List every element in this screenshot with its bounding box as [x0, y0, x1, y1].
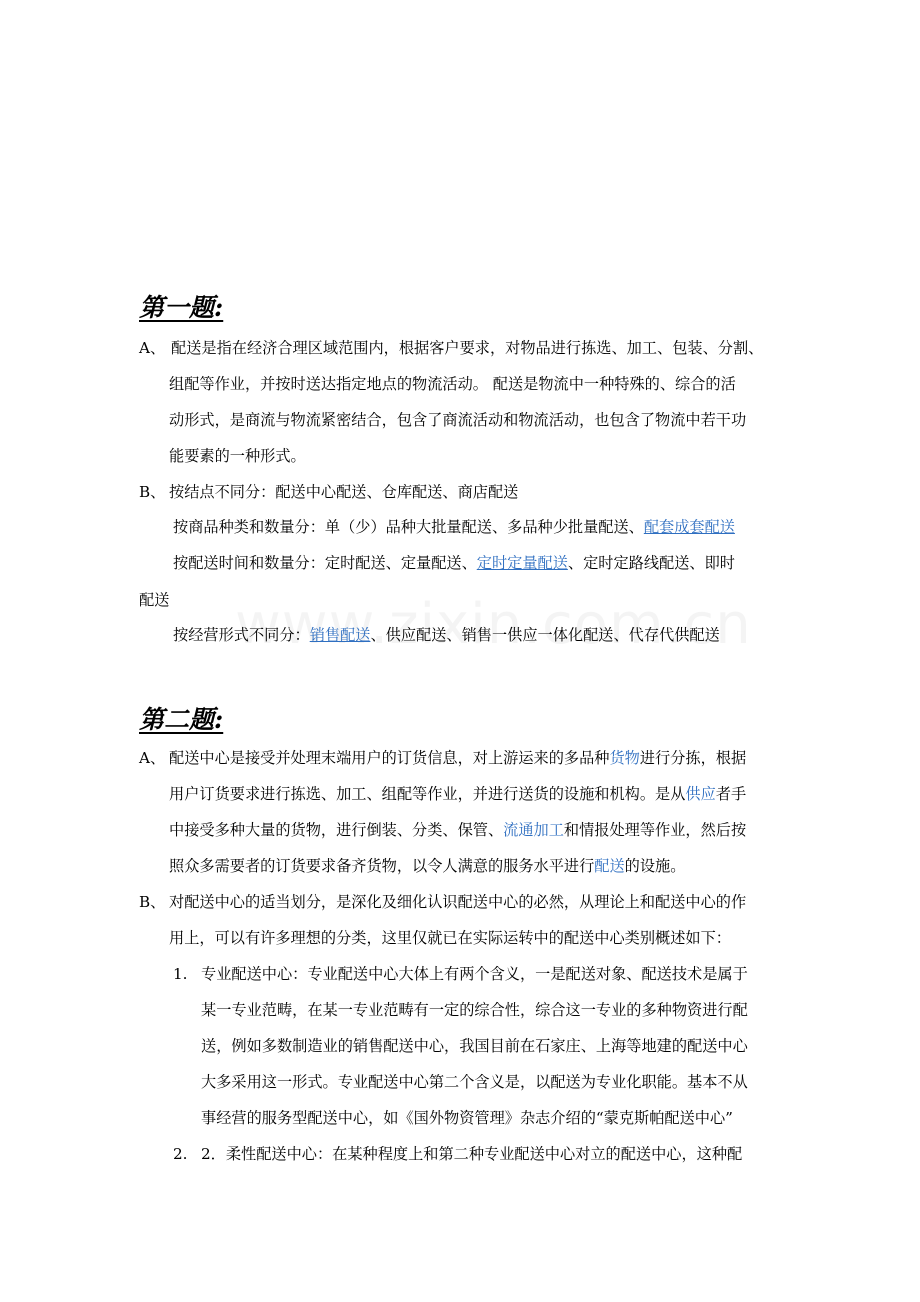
section2-a-line-4: [169, 856, 685, 876]
link-dingshi-dingliang-peisong[interactable]: 定时定量配送: [476, 554, 568, 572]
list-item-1-line-5: 事经营的服务型配送中心，如《国外物资管理》杂志介绍的“蒙克斯帕配送中心”: [201, 1109, 733, 1127]
list-item-1-line-1: 专业配送中心：专业配送中心大体上有两个含义，一是配送对象、配送技术是属于: [201, 965, 748, 983]
list-item-1-line-4: 大多采用这一形式。专业配送中心第二个含义是，以配送为专业化职能。基本不从: [201, 1073, 748, 1091]
section1-b-line-3-wrap: 配送: [139, 591, 170, 609]
section2-a-line-1-tail: 进行分拣，根据: [639, 749, 747, 767]
section2-a-line-3-text: 中接受多种大量的货物，进行倒装、分类、保管、: [169, 821, 504, 839]
section1-b-line-2: [173, 517, 735, 537]
section1-b-line-4-tail: 、供应配送、销售一供应一体化配送、代存代供配送: [370, 626, 720, 644]
section1-heading: 第一题:: [139, 293, 224, 322]
list-item-2-line-1: 2．柔性配送中心：在某种程度上和第二种专业配送中心对立的配送中心，这种配: [201, 1145, 743, 1163]
link-xiaoshou-peisong[interactable]: 销售配送: [309, 626, 371, 644]
section1-a-line-1: 配送是指在经济合理区域范围内，根据客户要求，对物品进行拣选、加工、包装、分割、: [171, 339, 764, 357]
section2-a-line-3-tail: 和情报处理等作业，然后按: [563, 821, 747, 839]
section1-b-line-3-tail: 、定时定路线配送、即时: [567, 554, 735, 572]
list-item-1-line-3: 送，例如多数制造业的销售配送中心，我国目前在石家庄、上海等地建的配送中心: [201, 1037, 748, 1055]
section1-a-line-4: 能要素的一种形式。: [169, 447, 306, 465]
section1-b-line-3-text: 按配送时间和数量分：定时配送、定量配送、: [173, 554, 477, 572]
section2-b-line-1: 对配送中心的适当划分，是深化及细化认识配送中心的必然，从理论上和配送中心的作: [169, 893, 747, 911]
section1-a-line-2: 组配等作业，并按时送达指定地点的物流活动。 配送是物流中一种特殊的、综合的活: [169, 375, 736, 393]
section1-a-line-3: 动形式，是商流与物流紧密结合，包含了商流活动和物流活动，也包含了物流中若干功: [169, 411, 747, 429]
section1-b-label: B、: [139, 483, 166, 501]
section2-b-label: B、: [139, 893, 166, 911]
section1-a-label: A、: [139, 339, 166, 357]
section2-a-line-1: [169, 748, 746, 768]
section2-b-line-2: 用上，可以有许多理想的分类，这里仅就已在实际运转中的配送中心类别概述如下：: [169, 929, 731, 947]
section2-a-line-2-tail: 者手: [715, 785, 747, 803]
section1-b-line-4-text: 按经营形式不同分：: [173, 626, 310, 644]
link-peitao-chengtao-peisong[interactable]: 配套成套配送: [643, 518, 735, 536]
section1-b-line-3: [173, 553, 735, 573]
section2-a-line-2: [169, 784, 746, 804]
section1-b-line-1: 按结点不同分：配送中心配送、仓库配送、商店配送: [169, 483, 519, 501]
list-item-2-number: 2.: [173, 1145, 188, 1163]
section1-b-line-4: [173, 625, 720, 645]
term-peisong: 配送: [594, 857, 625, 875]
section2-a-line-3: [169, 820, 746, 840]
section2-a-line-4-tail: 的设施。: [624, 857, 686, 875]
list-item-1-line-2: 某一专业范畴，在某一专业范畴有一定的综合性，综合这一专业的多种物资进行配: [201, 1001, 748, 1019]
section2-a-line-2-text: 用户订货要求进行拣选、加工、组配等作业，并进行送货的设施和机构。是从: [169, 785, 686, 803]
term-liutong-jiagong: 流通加工: [503, 821, 564, 839]
section2-a-line-4-text: 照众多需要者的订货要求备齐货物，以令人满意的服务水平进行: [169, 857, 595, 875]
section2-a-line-1-text: 配送中心是接受并处理末端用户的订货信息，对上游运来的多品种: [169, 749, 610, 767]
section2-heading: 第二题:: [139, 705, 224, 734]
section2-a-label: A、: [139, 749, 166, 767]
section1-b-line-2-text: 按商品种类和数量分：单（少）品种大批量配送、多品种少批量配送、: [173, 518, 644, 536]
term-huowu: 货物: [609, 749, 640, 767]
term-gongying: 供应: [685, 785, 716, 803]
list-item-1-number: 1.: [173, 965, 188, 983]
